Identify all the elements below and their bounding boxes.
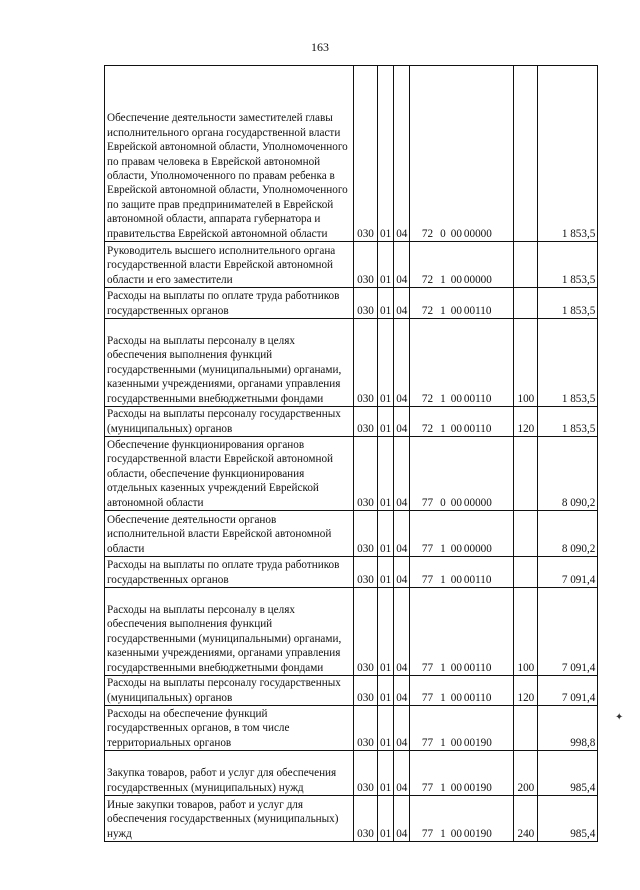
direction-code: 00000 (463, 227, 492, 240)
target-article-code (410, 242, 514, 288)
section-code: 01 (378, 557, 394, 588)
section-code: 01 (378, 437, 394, 511)
table-row (105, 676, 598, 706)
section-code: 01 (378, 242, 394, 288)
direction-code: 00190 (463, 736, 492, 749)
subsection-code: 04 (394, 242, 410, 288)
target-article-code (410, 751, 514, 796)
direction-code: 00110 (463, 392, 492, 405)
program-code: 72 (421, 273, 434, 286)
event-code: 00 (450, 827, 462, 840)
target-article-code (410, 557, 514, 588)
subprogram-code: 1 (440, 573, 446, 586)
direction-code: 00190 (463, 781, 492, 794)
amount: 985,4 (538, 751, 598, 796)
table-row (105, 751, 598, 796)
program-code: 77 (421, 573, 434, 586)
target-article-code (410, 706, 514, 751)
row-description: Расходы на обеспечение функций государственных органов, в том числе территориальных органов (105, 706, 354, 751)
subsection-code: 04 (394, 407, 410, 437)
row-description: Расходы на выплаты персоналу в целях обеспечения выполнения функций государственными (муниципальными) органами, казенными учреждениями, органами управления государственными внебюджетными фондами (105, 319, 354, 407)
row-description: Обеспечение функционирования органов государственной власти Еврейской автономной области, обеспечение функционирования отдельных казенных учреждений Еврейской автономной области (105, 437, 354, 511)
subprogram-code: 1 (440, 781, 446, 794)
row-description: Расходы на выплаты персоналу государственных (муниципальных) органов (105, 407, 354, 437)
expense-type-code (514, 511, 538, 557)
expense-type-code: 200 (514, 751, 538, 796)
direction-code: 00110 (463, 661, 492, 674)
amount: 1 853,5 (538, 288, 598, 319)
subsection-code: 04 (394, 751, 410, 796)
table-row (105, 437, 598, 511)
subsection-code: 04 (394, 557, 410, 588)
direction-code: 00110 (463, 304, 492, 317)
table-row (105, 288, 598, 319)
expense-type-code: 120 (514, 407, 538, 437)
row-description: Иные закупки товаров, работ и услуг для обеспечения государственных (муниципальных) нужд (105, 796, 354, 842)
subprogram-code: 1 (440, 736, 446, 749)
amount: 7 091,4 (538, 588, 598, 676)
row-description: Расходы на выплаты по оплате труда работников государственных органов (105, 557, 354, 588)
section-code: 01 (378, 588, 394, 676)
amount: 8 090,2 (538, 511, 598, 557)
section-code: 01 (378, 319, 394, 407)
target-article-code (410, 588, 514, 676)
target-article-code (410, 66, 514, 242)
subsection-code: 04 (394, 588, 410, 676)
amount: 1 853,5 (538, 66, 598, 242)
row-description: Руководитель высшего исполнительного органа государственной власти Еврейской автономной области и его заместители (105, 242, 354, 288)
subprogram-code: 0 (440, 496, 446, 509)
amount: 1 853,5 (538, 242, 598, 288)
event-code: 00 (450, 392, 462, 405)
subprogram-code: 1 (440, 422, 446, 435)
direction-code: 00110 (463, 422, 492, 435)
event-code: 00 (450, 227, 462, 240)
subsection-code: 04 (394, 706, 410, 751)
ministry-code: 030 (354, 242, 378, 288)
program-code: 77 (421, 736, 434, 749)
table-row (105, 319, 598, 407)
program-code: 77 (421, 542, 434, 555)
section-code: 01 (378, 676, 394, 706)
program-code: 77 (421, 691, 434, 704)
amount: 7 091,4 (538, 557, 598, 588)
target-article-code (410, 319, 514, 407)
subprogram-code: 1 (440, 392, 446, 405)
subprogram-code: 1 (440, 661, 446, 674)
expense-type-code: 100 (514, 588, 538, 676)
subprogram-code: 1 (440, 542, 446, 555)
direction-code: 00000 (463, 273, 492, 286)
expense-type-code (514, 557, 538, 588)
target-article-code (410, 407, 514, 437)
subsection-code: 04 (394, 511, 410, 557)
program-code: 77 (421, 827, 434, 840)
event-code: 00 (450, 781, 462, 794)
ministry-code: 030 (354, 511, 378, 557)
ministry-code: 030 (354, 557, 378, 588)
expense-type-code (514, 66, 538, 242)
event-code: 00 (450, 496, 462, 509)
table-row (105, 407, 598, 437)
target-article-code (410, 796, 514, 842)
table-row (105, 588, 598, 676)
ministry-code: 030 (354, 676, 378, 706)
event-code: 00 (450, 573, 462, 586)
direction-code: 00190 (463, 827, 492, 840)
expense-type-code (514, 706, 538, 751)
section-code: 01 (378, 288, 394, 319)
table-row (105, 796, 598, 842)
ministry-code: 030 (354, 437, 378, 511)
ministry-code: 030 (354, 319, 378, 407)
section-code: 01 (378, 706, 394, 751)
subprogram-code: 1 (440, 304, 446, 317)
section-code: 01 (378, 796, 394, 842)
program-code: 72 (421, 227, 434, 240)
subsection-code: 04 (394, 437, 410, 511)
subsection-code: 04 (394, 676, 410, 706)
ministry-code: 030 (354, 751, 378, 796)
ministry-code: 030 (354, 407, 378, 437)
ministry-code: 030 (354, 706, 378, 751)
target-article-code (410, 288, 514, 319)
program-code: 77 (421, 781, 434, 794)
row-description: Обеспечение деятельности органов исполнительной власти Еврейской автономной области (105, 511, 354, 557)
subsection-code: 04 (394, 66, 410, 242)
event-code: 00 (450, 422, 462, 435)
program-code: 72 (421, 392, 434, 405)
section-code: 01 (378, 511, 394, 557)
amount: 8 090,2 (538, 437, 598, 511)
direction-code: 00110 (463, 573, 492, 586)
event-code: 00 (450, 661, 462, 674)
target-article-code (410, 437, 514, 511)
subsection-code: 04 (394, 796, 410, 842)
row-description: Обеспечение деятельности заместителей главы исполнительного органа государственной власти Еврейской автономной области, Уполномоченного по правам человека в Еврейской автономной области, Уполномоченного по правам ребенка в Еврейской автономной области, Уполномоченного по защите прав предпринимателей в Еврейской автономной области, аппарата губернатора и правительства Еврейской автономной области (105, 66, 354, 242)
ministry-code: 030 (354, 288, 378, 319)
subprogram-code: 0 (440, 227, 446, 240)
direction-code: 00000 (463, 542, 492, 555)
target-article-code (410, 511, 514, 557)
subprogram-code: 1 (440, 691, 446, 704)
event-code: 00 (450, 304, 462, 317)
ministry-code: 030 (354, 66, 378, 242)
scan-mark: ✦ (615, 712, 624, 723)
expense-type-code (514, 242, 538, 288)
row-description: Расходы на выплаты по оплате труда работников государственных органов (105, 288, 354, 319)
ministry-code: 030 (354, 588, 378, 676)
expense-type-code: 100 (514, 319, 538, 407)
target-article-code (410, 676, 514, 706)
page-number: 163 (311, 40, 329, 54)
section-code: 01 (378, 751, 394, 796)
ministry-code: 030 (354, 796, 378, 842)
program-code: 77 (421, 661, 434, 674)
row-description: Расходы на выплаты персоналу в целях обеспечения выполнения функций государственными (муниципальными) органами, казенными учреждениями, органами управления государственными внебюджетными фондами (105, 588, 354, 676)
table-row (105, 66, 598, 242)
subsection-code: 04 (394, 319, 410, 407)
table-row (105, 511, 598, 557)
amount: 998,8 (538, 706, 598, 751)
budget-table (104, 65, 598, 842)
event-code: 00 (450, 273, 462, 286)
program-code: 72 (421, 422, 434, 435)
amount: 7 091,4 (538, 676, 598, 706)
row-description: Расходы на выплаты персоналу государственных (муниципальных) органов (105, 676, 354, 706)
amount: 985,4 (538, 796, 598, 842)
direction-code: 00110 (463, 691, 492, 704)
table-row (105, 557, 598, 588)
amount: 1 853,5 (538, 407, 598, 437)
event-code: 00 (450, 542, 462, 555)
expense-type-code: 240 (514, 796, 538, 842)
section-code: 01 (378, 66, 394, 242)
program-code: 77 (421, 496, 434, 509)
expense-type-code (514, 437, 538, 511)
event-code: 00 (450, 691, 462, 704)
section-code: 01 (378, 407, 394, 437)
table-row (105, 706, 598, 751)
event-code: 00 (450, 736, 462, 749)
subprogram-code: 1 (440, 827, 446, 840)
expense-type-code: 120 (514, 676, 538, 706)
program-code: 72 (421, 304, 434, 317)
expense-type-code (514, 288, 538, 319)
table-row (105, 242, 598, 288)
direction-code: 00000 (463, 496, 492, 509)
subsection-code: 04 (394, 288, 410, 319)
subprogram-code: 1 (440, 273, 446, 286)
amount: 1 853,5 (538, 319, 598, 407)
row-description: Закупка товаров, работ и услуг для обеспечения государственных (муниципальных) нужд (105, 751, 354, 796)
